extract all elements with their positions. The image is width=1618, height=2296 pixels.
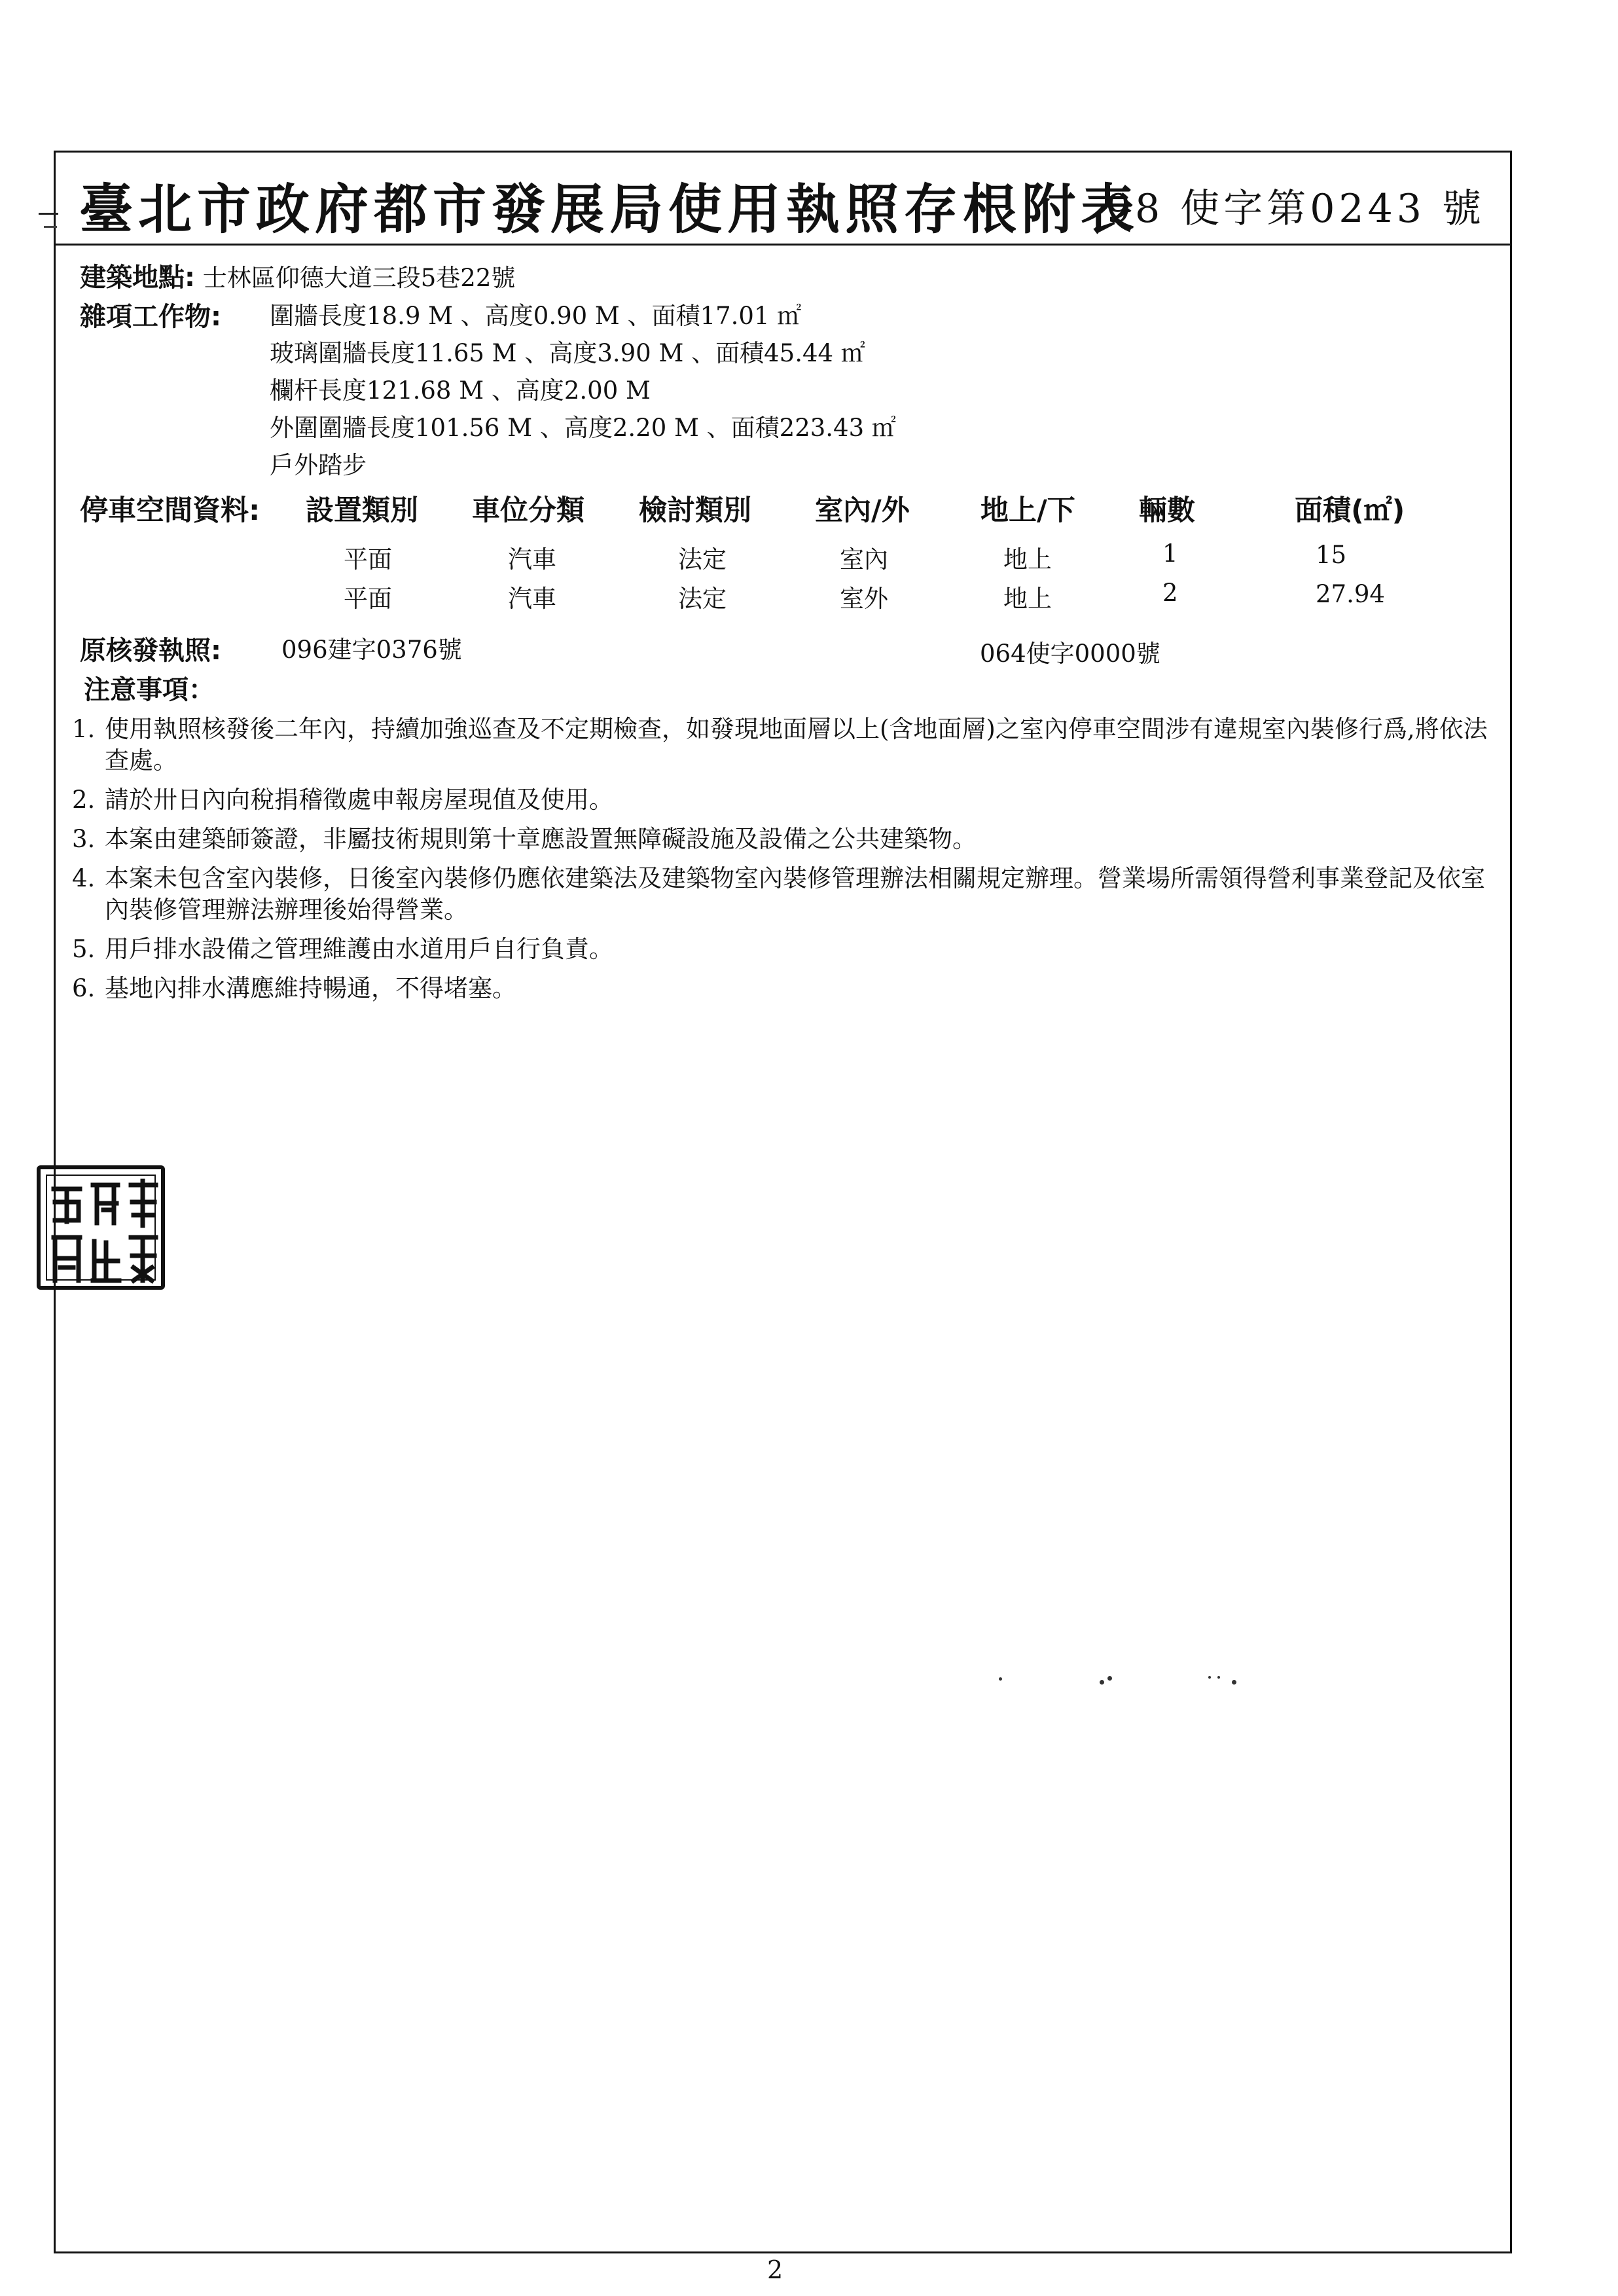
margin-mark: [44, 226, 57, 228]
parking-label: 停車空間資料:: [80, 494, 261, 527]
document-number: 98 使字第0243 號: [1106, 186, 1485, 232]
note-text: 請於卅日內向稅捐稽徵處申報房屋現值及使用。: [105, 786, 613, 814]
parking-cell: 27.94: [1316, 580, 1385, 608]
site-label: 建築地點:: [80, 263, 195, 293]
note-number: 2.: [72, 786, 96, 814]
note-number: 4.: [72, 864, 96, 892]
original-permit-row: [80, 630, 221, 667]
parking-cell: 平面: [344, 585, 392, 613]
title-bar: [56, 153, 1510, 246]
note-text: 用戶排水設備之管理維護由水道用戶自行負責。: [105, 935, 613, 963]
misc-item: 戶外踏步: [270, 451, 367, 479]
misc-item: 圍牆長度18.9 M 、高度0.90 M 、面積17.01 ㎡: [270, 302, 802, 330]
parking-cell: 汽車: [508, 545, 556, 574]
parking-cell: 法定: [678, 545, 727, 574]
note-number: 6.: [72, 974, 96, 1002]
original-permit-value-2: 064使字0000號: [980, 640, 1160, 668]
parking-cell: 地上: [1003, 585, 1052, 613]
parking-cell: 地上: [1003, 545, 1052, 574]
official-seal-icon: [37, 1165, 165, 1290]
note-item: [72, 714, 1492, 776]
scan-speck: [999, 1677, 1002, 1681]
scan-speck: [1232, 1680, 1236, 1685]
scan-speck: [1217, 1676, 1220, 1679]
parking-cell: 室外: [840, 585, 888, 613]
note-text: 本案未包含室內裝修，日後室內裝修仍應依建築法及建築物室內裝修管理辦法相關規定辦理。營業場所需領得營利事業登記及依室內裝修管理辦法辦理後始得營業。: [105, 864, 1485, 924]
note-text: 本案由建築師簽證，非屬技術規則第十章應設置無障礙設施及設備之公共建築物。: [105, 825, 977, 853]
parking-header-indoor: 室內/外: [815, 494, 910, 527]
note-item: [72, 824, 1492, 855]
parking-header-area: 面積(㎡): [1295, 494, 1405, 527]
scan-speck: [1208, 1676, 1211, 1679]
original-permit-label: 原核發執照:: [80, 636, 221, 666]
note-item: [72, 863, 1492, 926]
page-number: 2: [767, 2255, 783, 2284]
document-title: 臺北市政府都市發展局使用執照存根附表: [79, 178, 1140, 241]
site-row: [80, 257, 515, 294]
note-number: 1.: [72, 715, 96, 743]
note-number: 3.: [72, 825, 96, 853]
note-item: [72, 784, 1492, 816]
scan-speck: [1107, 1676, 1112, 1681]
original-permit-value: 096建字0376號: [281, 636, 462, 664]
note-text: 使用執照核發後二年內，持續加強巡查及不定期檢查，如發現地面層以上(含地面層)之室內停車空間涉有違規室內裝修行爲,將依法查處。: [105, 715, 1488, 774]
site-value: 士林區仰德大道三段5巷22號: [202, 264, 516, 292]
notes-list: [72, 714, 1492, 1012]
parking-cell: 平面: [344, 545, 392, 574]
parking-cell: 法定: [678, 585, 727, 613]
margin-mark: [39, 213, 58, 215]
scan-speck: [1100, 1680, 1104, 1685]
notes-label: 注意事項：: [84, 675, 215, 705]
misc-label: 雜項工作物:: [80, 302, 221, 332]
parking-header-category: 車位分類: [472, 494, 584, 527]
parking-cell: 15: [1316, 541, 1347, 569]
parking-header-count: 輛數: [1139, 494, 1195, 527]
parking-header-level: 地上/下: [980, 494, 1075, 527]
misc-label-row: [80, 296, 221, 333]
misc-item: 玻璃圍牆長度11.65 M 、高度3.90 M 、面積45.44 ㎡: [270, 339, 865, 367]
parking-cell: 1: [1162, 539, 1178, 568]
misc-item: 欄杆長度121.68 M 、高度2.00 M: [270, 376, 651, 405]
parking-cell: 2: [1162, 579, 1178, 607]
misc-item: 外圍圍牆長度101.56 M 、高度2.20 M 、面積223.43 ㎡: [270, 414, 896, 442]
note-item: [72, 934, 1492, 965]
parking-header-review: 檢討類別: [639, 494, 751, 527]
parking-cell: 室內: [840, 545, 888, 574]
parking-cell: 汽車: [508, 585, 556, 613]
notes-heading-row: [84, 669, 215, 706]
note-text: 基地內排水溝應維持暢通，不得堵塞。: [105, 974, 516, 1002]
note-item: [72, 973, 1492, 1004]
note-number: 5.: [72, 935, 96, 963]
parking-header-type: 設置類別: [306, 494, 418, 527]
